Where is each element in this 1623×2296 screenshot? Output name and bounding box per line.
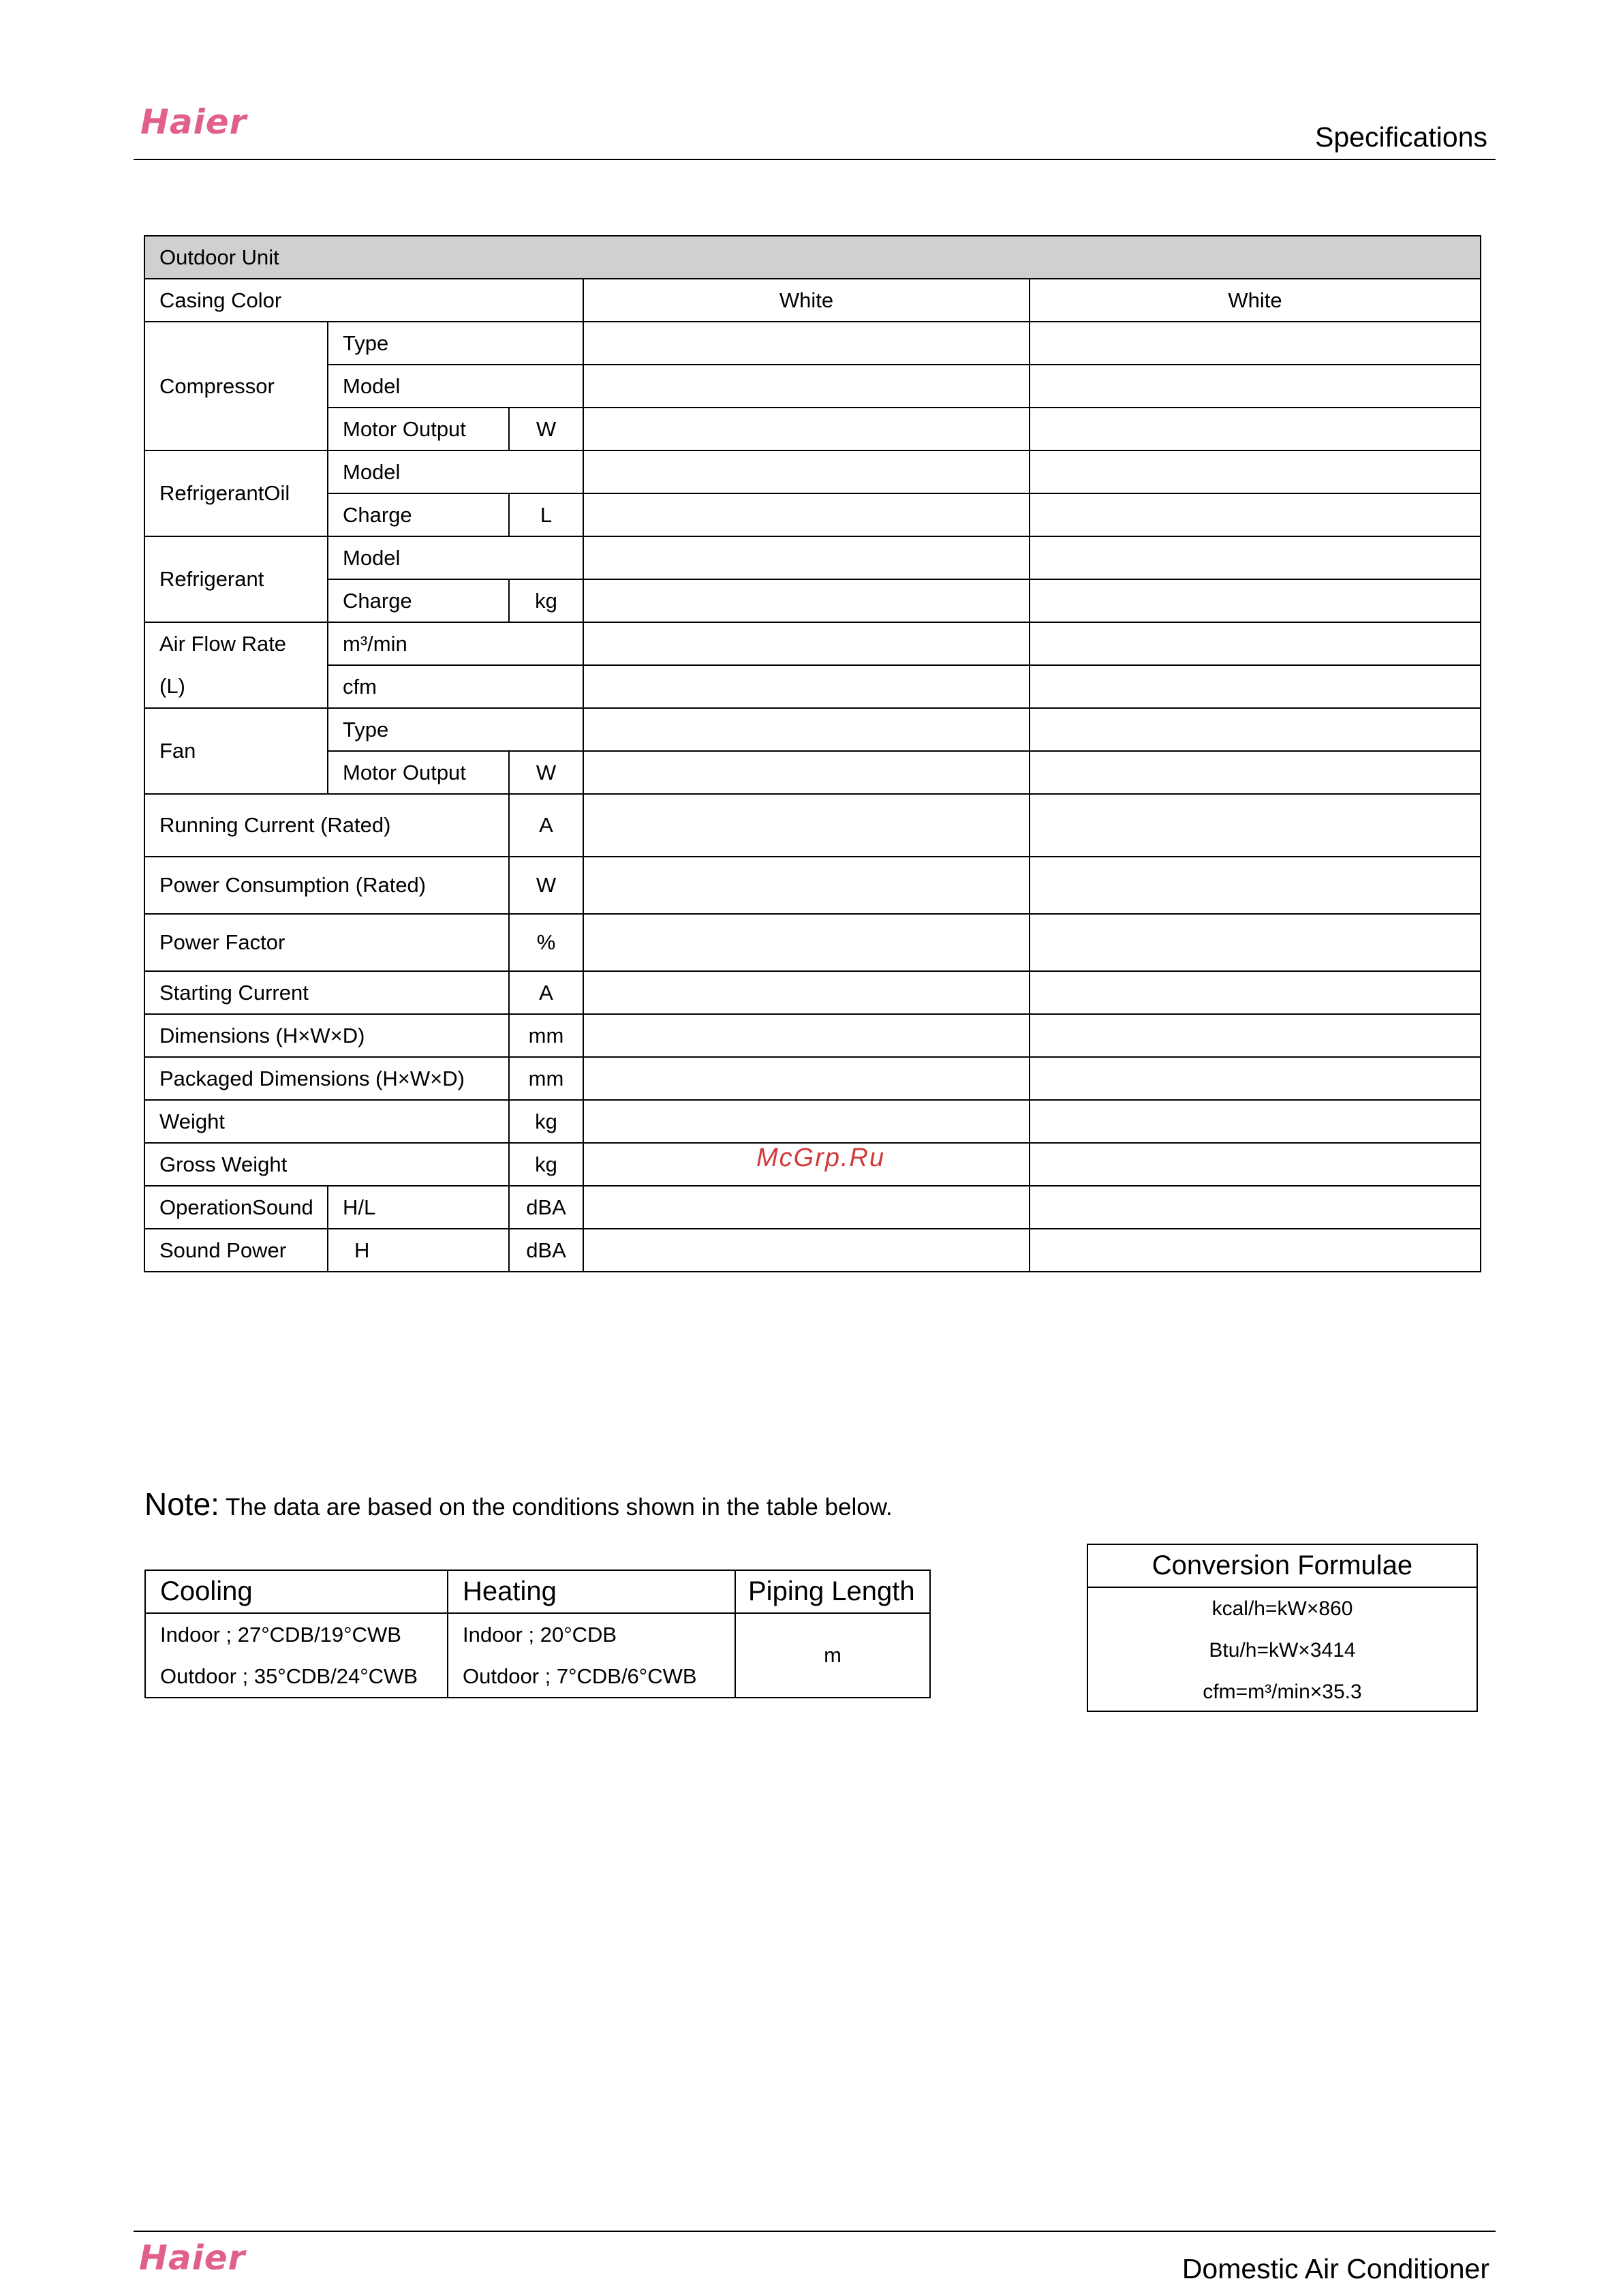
empty-cell bbox=[583, 857, 1030, 914]
compressor-type-label: Type bbox=[328, 322, 583, 365]
empty-cell bbox=[583, 1229, 1030, 1272]
empty-cell bbox=[1030, 493, 1481, 536]
heating-outdoor: Outdoor ; 7°CDB/6°CWB bbox=[463, 1664, 697, 1688]
unit-cell: dBA bbox=[509, 1186, 583, 1229]
empty-cell bbox=[583, 493, 1030, 536]
refrigerant-label: Refrigerant bbox=[144, 536, 328, 622]
empty-cell bbox=[1030, 536, 1481, 579]
empty-cell bbox=[583, 751, 1030, 794]
empty-cell bbox=[1030, 622, 1481, 665]
note-text: The data are based on the conditions shown in the table below. bbox=[219, 1494, 893, 1520]
unit-cell: % bbox=[509, 914, 583, 971]
weight-label: Weight bbox=[144, 1100, 509, 1143]
table-row bbox=[144, 971, 1481, 1014]
empty-cell bbox=[1030, 1229, 1481, 1272]
empty-cell bbox=[583, 622, 1030, 665]
table-row bbox=[144, 857, 1481, 914]
table-row bbox=[144, 536, 1481, 579]
empty-cell bbox=[583, 1100, 1030, 1143]
footer-rule bbox=[134, 2231, 1496, 2232]
air-flow-label-2: (L) bbox=[144, 665, 328, 708]
air-flow-label: Air Flow Rate bbox=[144, 622, 328, 665]
table-row bbox=[144, 708, 1481, 751]
unit-cell: kg bbox=[509, 1100, 583, 1143]
refrigerant-oil-charge-label: Charge bbox=[328, 493, 509, 536]
sound-power-sub: H bbox=[328, 1229, 509, 1272]
empty-cell bbox=[1030, 971, 1481, 1014]
page-title: Specifications bbox=[1315, 121, 1487, 153]
gross-weight-label: Gross Weight bbox=[144, 1143, 509, 1186]
empty-cell bbox=[583, 536, 1030, 579]
table-row bbox=[144, 279, 1481, 322]
casing-color-label: Casing Color bbox=[144, 279, 583, 322]
table-row bbox=[144, 751, 1481, 794]
empty-cell bbox=[583, 794, 1030, 857]
footer-logo: Haier bbox=[139, 2238, 246, 2278]
compressor-model-label: Model bbox=[328, 365, 583, 408]
table-row bbox=[144, 665, 1481, 708]
table-row bbox=[144, 579, 1481, 622]
operation-sound-sub: H/L bbox=[328, 1186, 509, 1229]
fan-type-label: Type bbox=[328, 708, 583, 751]
unit-cell: W bbox=[509, 751, 583, 794]
table-row bbox=[145, 1570, 930, 1613]
conditions-table bbox=[144, 1570, 931, 1698]
empty-cell bbox=[583, 1014, 1030, 1057]
formula: kcal/h=kW×860 bbox=[1211, 1597, 1353, 1620]
empty-cell bbox=[583, 971, 1030, 1014]
refrigerant-model-label: Model bbox=[328, 536, 583, 579]
table-row bbox=[144, 1014, 1481, 1057]
empty-cell bbox=[583, 322, 1030, 365]
empty-cell bbox=[1030, 365, 1481, 408]
empty-cell bbox=[1030, 751, 1481, 794]
heating-indoor: Indoor ; 20°CDB bbox=[463, 1623, 617, 1647]
air-flow-unit-1: m³/min bbox=[328, 622, 583, 665]
packaged-dimensions-label: Packaged Dimensions (H×W×D) bbox=[144, 1057, 509, 1100]
footer-title: Domestic Air Conditioner bbox=[1181, 2253, 1489, 2284]
refrigerant-oil-model-label: Model bbox=[328, 450, 583, 493]
note-lead: Note: bbox=[144, 1486, 219, 1522]
brand-logo: Haier bbox=[140, 102, 247, 142]
table-row bbox=[144, 1100, 1481, 1143]
table-row bbox=[144, 622, 1481, 665]
unit-cell: W bbox=[509, 857, 583, 914]
empty-cell bbox=[583, 1186, 1030, 1229]
refrigerant-charge-label: Charge bbox=[328, 579, 509, 622]
empty-cell bbox=[1030, 1186, 1481, 1229]
table-row bbox=[144, 408, 1481, 450]
cooling-conditions bbox=[145, 1613, 448, 1698]
compressor-label: Compressor bbox=[144, 322, 328, 450]
heating-conditions bbox=[448, 1613, 735, 1698]
formula: cfm=m³/min×35.3 bbox=[1203, 1681, 1362, 1703]
empty-cell bbox=[1030, 794, 1481, 857]
compressor-motor-output-label: Motor Output bbox=[328, 408, 509, 450]
unit-cell: dBA bbox=[509, 1229, 583, 1272]
unit-cell: A bbox=[509, 794, 583, 857]
empty-cell bbox=[583, 1057, 1030, 1100]
empty-cell bbox=[583, 914, 1030, 971]
unit-cell: kg bbox=[509, 1143, 583, 1186]
piping-header: Piping Length bbox=[735, 1570, 930, 1613]
table-row bbox=[144, 322, 1481, 365]
cooling-outdoor: Outdoor ; 35°CDB/24°CWB bbox=[160, 1664, 418, 1688]
empty-cell bbox=[583, 708, 1030, 751]
table-row bbox=[144, 236, 1481, 279]
piping-length-unit: m bbox=[735, 1613, 930, 1698]
power-factor-label: Power Factor bbox=[144, 914, 509, 971]
cooling-indoor: Indoor ; 27°CDB/19°CWB bbox=[160, 1623, 401, 1647]
empty-cell bbox=[583, 365, 1030, 408]
empty-cell bbox=[1030, 665, 1481, 708]
empty-cell bbox=[583, 450, 1030, 493]
empty-cell bbox=[1030, 322, 1481, 365]
air-flow-unit-2: cfm bbox=[328, 665, 583, 708]
empty-cell bbox=[1030, 408, 1481, 450]
table-row bbox=[145, 1613, 930, 1698]
table-row bbox=[144, 914, 1481, 971]
unit-cell: A bbox=[509, 971, 583, 1014]
empty-cell bbox=[583, 665, 1030, 708]
header-rule bbox=[134, 159, 1496, 160]
empty-cell bbox=[1030, 857, 1481, 914]
fan-motor-output-label: Motor Output bbox=[328, 751, 509, 794]
unit-cell: mm bbox=[509, 1014, 583, 1057]
empty-cell bbox=[583, 579, 1030, 622]
empty-cell bbox=[1030, 579, 1481, 622]
casing-color-value-1: White bbox=[583, 279, 1030, 322]
dimensions-label: Dimensions (H×W×D) bbox=[144, 1014, 509, 1057]
empty-cell bbox=[1030, 1014, 1481, 1057]
empty-cell bbox=[1030, 1057, 1481, 1100]
formula: Btu/h=kW×3414 bbox=[1209, 1639, 1356, 1662]
table-row bbox=[144, 1057, 1481, 1100]
empty-cell bbox=[1030, 914, 1481, 971]
sound-power-label: Sound Power bbox=[144, 1229, 328, 1272]
starting-current-label: Starting Current bbox=[144, 971, 509, 1014]
unit-cell: mm bbox=[509, 1057, 583, 1100]
table-row bbox=[144, 450, 1481, 493]
section-title: Outdoor Unit bbox=[144, 236, 1481, 279]
empty-cell bbox=[1030, 1100, 1481, 1143]
casing-color-value-2: White bbox=[1030, 279, 1481, 322]
table-row bbox=[144, 794, 1481, 857]
heating-header: Heating bbox=[448, 1570, 735, 1613]
note bbox=[144, 1486, 893, 1522]
watermark: McGrp.Ru bbox=[756, 1144, 886, 1172]
refrigerant-oil-label: RefrigerantOil bbox=[144, 450, 328, 536]
outdoor-unit-spec-table bbox=[144, 235, 1481, 1272]
table-row bbox=[144, 1229, 1481, 1272]
operation-sound-label: OperationSound bbox=[144, 1186, 328, 1229]
unit-cell: W bbox=[509, 408, 583, 450]
running-current-label: Running Current (Rated) bbox=[144, 794, 509, 857]
cooling-header: Cooling bbox=[145, 1570, 448, 1613]
table-row bbox=[144, 1186, 1481, 1229]
table-row bbox=[144, 365, 1481, 408]
empty-cell bbox=[583, 408, 1030, 450]
empty-cell bbox=[1030, 450, 1481, 493]
empty-cell bbox=[1030, 708, 1481, 751]
conversion-title: Conversion Formulae bbox=[1088, 1545, 1477, 1588]
empty-cell bbox=[1030, 1143, 1481, 1186]
power-consumption-label: Power Consumption (Rated) bbox=[144, 857, 509, 914]
table-row bbox=[144, 493, 1481, 536]
unit-cell: kg bbox=[509, 579, 583, 622]
unit-cell: L bbox=[509, 493, 583, 536]
conversion-formulae-box bbox=[1087, 1544, 1478, 1712]
fan-label: Fan bbox=[144, 708, 328, 794]
